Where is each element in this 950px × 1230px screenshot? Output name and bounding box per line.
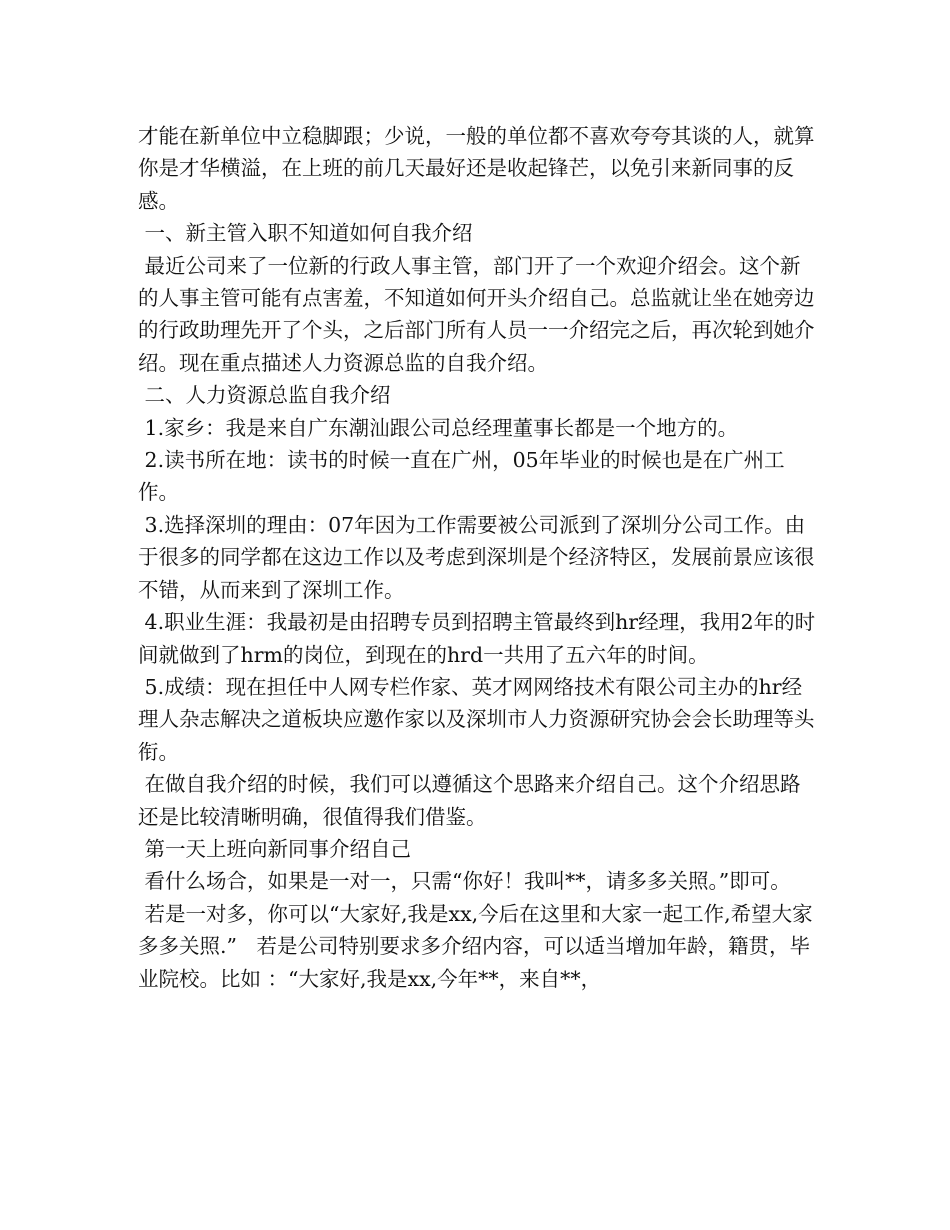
paragraph-continuation: 才能在新单位中立稳脚跟；少说，一般的单位都不喜欢夸夸其谈的人，就算你是才华横溢，在上班的前几天最好还是收起锋芒，以免引来新同事的反感。 [138,124,815,213]
list-item-career: 4.职业生涯：我最初是由招聘专员到招聘主管最终到hr经理，我用2年的时间就做到了hrm的岗位，到现在的hrd一共用了五六年的时间。 [138,610,816,667]
paragraph-one-to-many: 若是一对多，你可以“大家好,我是xx,今后在这里和大家一起工作,希望大家多多关照.” 若是公司特别要求多介绍内容，可以适当增加年龄，籍贯，毕业院校。比如 ：“大家好,我是xx,今年**，来自**， [138,901,813,991]
paragraph-summary: 在做自我介绍的时候，我们可以遵循这个思路来介绍自己。这个介绍思路还是比较清晰明确，很值得我们借鉴。 [138,772,801,829]
section-heading-1: 一、新主管入职不知道如何自我介绍 [138,221,473,246]
document-body [138,120,818,995]
section-heading-2: 二、人力资源总监自我介绍 [138,383,391,408]
paragraph-one-on-one: 看什么场合，如果是一对一，只需“你好！我叫**，请多多关照。”即可。 [138,869,791,894]
list-item-shenzhen: 3.选择深圳的理由：07年因为工作需要被公司派到了深圳分公司工作。由于很多的同学都在这边工作以及考虑到深圳是个经济特区，发展前景应该很不错，从而来到了深圳工作。 [138,512,815,602]
section-heading-3: 第一天上班向新同事介绍自己 [138,836,412,861]
paragraph-intro: 最近公司来了一位新的行政人事主管，部门开了一个欢迎介绍会。这个新的人事主管可能有点害羞，不知道如何开头介绍自己。总监就让坐在她旁边的行政助理先开了个头，之后部门所有人员一一介绍完之后，再次轮到她介绍。现在重点描述人力资源总监的自我介绍。 [138,253,815,375]
list-item-hometown: 1.家乡：我是来自广东潮汕跟公司总经理董事长都是一个地方的。 [138,415,739,440]
list-item-study: 2.读书所在地：读书的时候一直在广州，05年毕业的时候也是在广州工作。 [138,448,785,505]
list-item-achievements: 5.成绩：现在担任中人网专栏作家、英才网网络技术有限公司主办的hr经理人杂志解决之道板块应邀作家以及深圳市人力资源研究协会会长助理等头衔。 [138,674,815,764]
